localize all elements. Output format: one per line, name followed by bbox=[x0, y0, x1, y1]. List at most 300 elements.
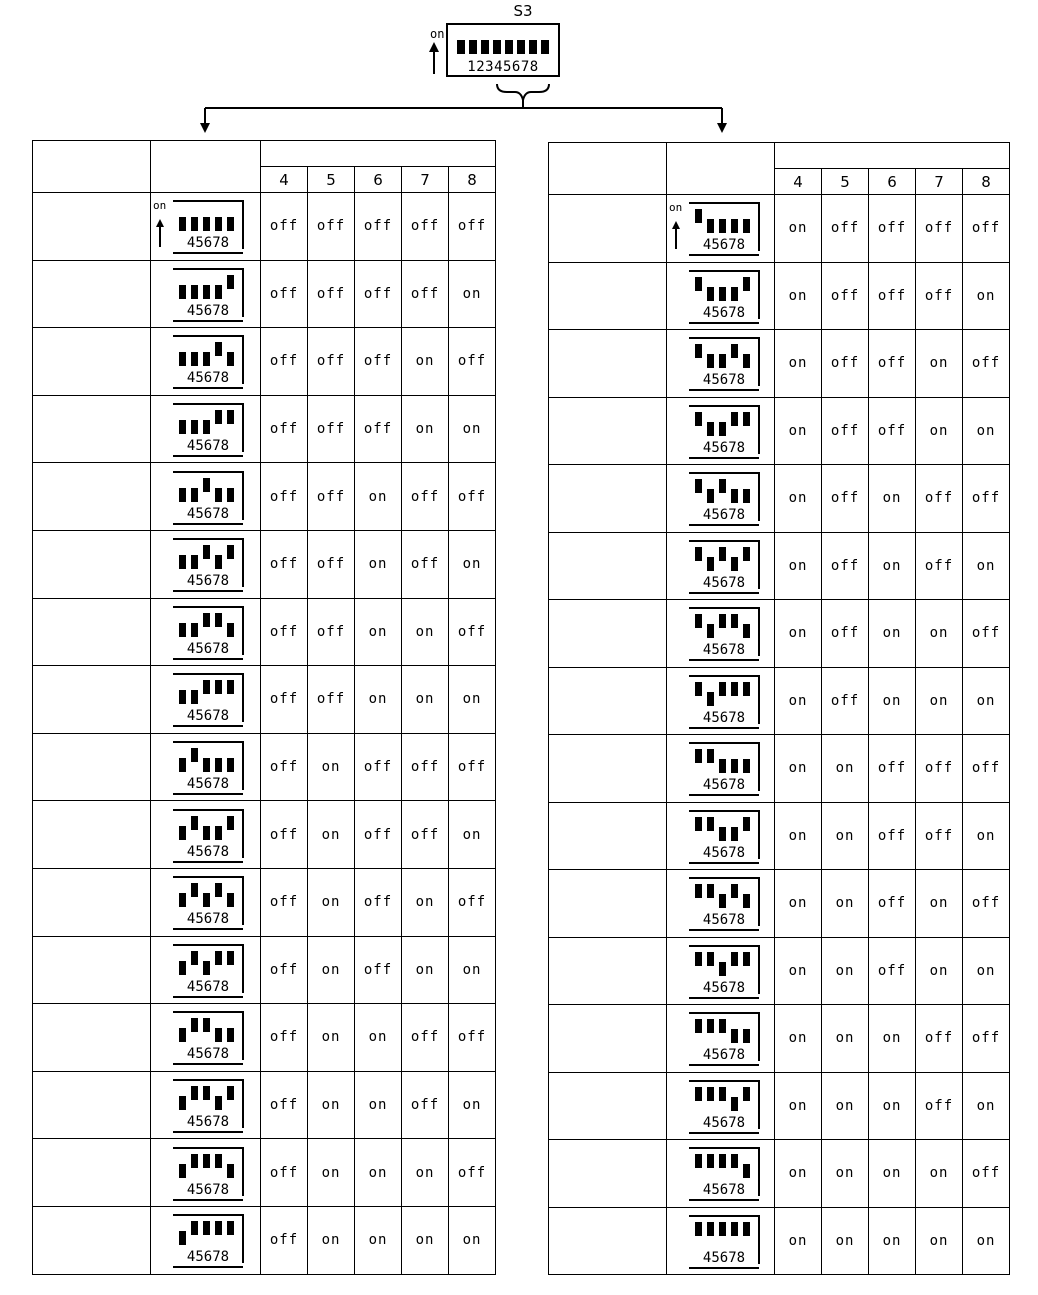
table-row bbox=[549, 870, 1010, 938]
switch-state-cell: on bbox=[963, 532, 1010, 600]
switch-state-cell: off bbox=[869, 802, 916, 870]
switch-lever-4 bbox=[179, 1231, 186, 1245]
switch-lever-7 bbox=[731, 219, 738, 233]
switch-lever-6 bbox=[719, 422, 726, 436]
switch-lever-5 bbox=[191, 488, 198, 502]
switch-lever-6 bbox=[203, 352, 210, 366]
switch-position-digits: 45678 bbox=[186, 505, 230, 522]
switch-position-digits: 45678 bbox=[702, 439, 746, 456]
blank-cell bbox=[549, 735, 667, 803]
switch-lever-5 bbox=[707, 422, 714, 436]
switch-position-digits: 45678 bbox=[702, 777, 746, 794]
switch-state-cell: off bbox=[916, 262, 963, 330]
switch-state-cell: on bbox=[355, 598, 402, 666]
switch-lever-6 bbox=[203, 893, 210, 907]
switch-lever-7 bbox=[731, 952, 738, 966]
header-row-top bbox=[549, 143, 1010, 169]
table-row bbox=[549, 262, 1010, 330]
table-row bbox=[549, 937, 1010, 1005]
switch-cell bbox=[667, 937, 775, 1005]
switch-state-cell: off bbox=[869, 397, 916, 465]
switch-lever-7 bbox=[731, 344, 738, 358]
switch-state-cell: on bbox=[355, 1206, 402, 1274]
switch-lever-7 bbox=[731, 759, 738, 773]
switch-lever-5 bbox=[707, 952, 714, 966]
switch-lever-5 bbox=[707, 749, 714, 763]
blank-cell bbox=[549, 1140, 667, 1208]
switch-position-digits: 45678 bbox=[702, 372, 746, 389]
switch-lever-7 bbox=[731, 557, 738, 571]
switch-lever-7 bbox=[731, 1154, 738, 1168]
switch-lever-8 bbox=[743, 489, 750, 503]
table-row bbox=[33, 666, 496, 734]
column-header: 5 bbox=[822, 169, 869, 195]
table-row bbox=[33, 463, 496, 531]
switch-lever-5 bbox=[191, 420, 198, 434]
switch-state-cell: off bbox=[402, 193, 449, 261]
switch-state-cell: on bbox=[775, 532, 822, 600]
switch-state-cell: off bbox=[261, 666, 308, 734]
switch-state-cell: on bbox=[775, 330, 822, 398]
switch-state-cell: off bbox=[308, 260, 355, 328]
table-row bbox=[33, 1004, 496, 1072]
switch-state-cell: on bbox=[775, 1072, 822, 1140]
column-header: 4 bbox=[261, 167, 308, 193]
switch-setting-graphic bbox=[667, 265, 767, 327]
switch-setting-graphic bbox=[151, 1074, 251, 1136]
switch-cell bbox=[151, 666, 261, 734]
switch-cell bbox=[151, 395, 261, 463]
switch-lever-6 bbox=[203, 285, 210, 299]
column-header: 6 bbox=[869, 169, 916, 195]
switch-state-cell: on bbox=[869, 667, 916, 735]
switch-lever-6 bbox=[719, 894, 726, 908]
switch-state-cell: off bbox=[402, 463, 449, 531]
switch-lever-5 bbox=[191, 951, 198, 965]
switch-position-digits: 45678 bbox=[186, 843, 230, 860]
switch-lever-8 bbox=[743, 624, 750, 638]
switch-state-cell: off bbox=[449, 598, 496, 666]
switch-lever-5 bbox=[191, 816, 198, 830]
switch-cell bbox=[151, 801, 261, 869]
switch-lever-8 bbox=[743, 219, 750, 233]
switch-setting-graphic bbox=[667, 602, 767, 664]
switch-position-digits: 45678 bbox=[702, 1249, 746, 1266]
switch-lever-7 bbox=[215, 555, 222, 569]
switch-state-cell: on bbox=[402, 598, 449, 666]
switch-state-cell: on bbox=[916, 1140, 963, 1208]
s3-switch-graphic bbox=[0, 0, 1038, 140]
switch-position-digits: 45678 bbox=[702, 1114, 746, 1131]
blank-cell bbox=[33, 801, 151, 869]
switch-lever-4 bbox=[695, 547, 702, 561]
switch-state-cell: on bbox=[916, 870, 963, 938]
switch-lever-6 bbox=[719, 682, 726, 696]
switch-state-cell: off bbox=[261, 868, 308, 936]
switch-state-cell: off bbox=[963, 870, 1010, 938]
blank-cell bbox=[549, 1072, 667, 1140]
switch-lever-6 bbox=[719, 827, 726, 841]
switch-lever-5 bbox=[191, 883, 198, 897]
switch-lever-4 bbox=[695, 749, 702, 763]
switch-setting-graphic bbox=[667, 535, 767, 597]
switch-setting-graphic bbox=[667, 1142, 767, 1204]
blank-cell bbox=[33, 1206, 151, 1274]
switch-state-cell: off bbox=[963, 735, 1010, 803]
table-row bbox=[549, 195, 1010, 263]
blank-cell bbox=[33, 936, 151, 1004]
switch-state-cell: on bbox=[308, 1071, 355, 1139]
blank-cell bbox=[33, 328, 151, 396]
switch-lever-6 bbox=[719, 1154, 726, 1168]
switch-state-cell: on bbox=[963, 802, 1010, 870]
switch-lever-5 bbox=[191, 1154, 198, 1168]
switch-cell bbox=[667, 1072, 775, 1140]
switch-lever-8 bbox=[227, 275, 234, 289]
switch-state-cell: on bbox=[916, 330, 963, 398]
switch-state-cell: off bbox=[449, 733, 496, 801]
switch-position-digits: 45678 bbox=[186, 911, 230, 928]
switch-lever-8 bbox=[743, 1029, 750, 1043]
switch-state-cell: off bbox=[355, 936, 402, 1004]
switch-lever-5 bbox=[707, 1019, 714, 1033]
switch-state-cell: off bbox=[822, 667, 869, 735]
switch-position-digits: 45678 bbox=[186, 235, 230, 252]
switch-setting-graphic bbox=[151, 195, 251, 257]
switch-lever-4 bbox=[695, 1222, 702, 1236]
switch-position-digits: 45678 bbox=[186, 1046, 230, 1063]
switch-lever-8 bbox=[227, 1221, 234, 1235]
table-row bbox=[33, 395, 496, 463]
table-row bbox=[33, 598, 496, 666]
switch-position-digits: 45678 bbox=[702, 709, 746, 726]
on-indicator-label: on bbox=[669, 201, 683, 215]
switch-lever-5 bbox=[707, 1154, 714, 1168]
header-switch-cell bbox=[667, 143, 775, 195]
switch-cell bbox=[151, 328, 261, 396]
switch-state-cell: on bbox=[869, 600, 916, 668]
table-row bbox=[549, 532, 1010, 600]
s3-switch-bar bbox=[541, 40, 549, 54]
left-table bbox=[32, 140, 496, 1275]
switch-state-cell: on bbox=[775, 397, 822, 465]
switch-state-cell: off bbox=[822, 600, 869, 668]
switch-cell bbox=[151, 1139, 261, 1207]
switch-lever-7 bbox=[731, 1097, 738, 1111]
switch-lever-4 bbox=[695, 817, 702, 831]
switch-state-cell: on bbox=[308, 1004, 355, 1072]
table-row bbox=[33, 260, 496, 328]
switch-lever-8 bbox=[227, 623, 234, 637]
switch-lever-5 bbox=[707, 1087, 714, 1101]
switch-state-cell: on bbox=[308, 801, 355, 869]
switch-lever-4 bbox=[695, 1087, 702, 1101]
switch-cell bbox=[667, 195, 775, 263]
blank-cell bbox=[549, 870, 667, 938]
table-row bbox=[33, 936, 496, 1004]
switch-lever-4 bbox=[179, 217, 186, 231]
switch-state-cell: off bbox=[869, 262, 916, 330]
blank-cell bbox=[33, 260, 151, 328]
switch-state-cell: off bbox=[916, 465, 963, 533]
switch-state-cell: off bbox=[822, 195, 869, 263]
switch-lever-7 bbox=[731, 827, 738, 841]
blank-cell bbox=[33, 666, 151, 734]
column-header: 7 bbox=[402, 167, 449, 193]
switch-cell bbox=[151, 598, 261, 666]
switch-position-digits: 45678 bbox=[702, 574, 746, 591]
switch-cell bbox=[151, 936, 261, 1004]
switch-state-cell: off bbox=[355, 395, 402, 463]
table-row bbox=[549, 1207, 1010, 1275]
switch-state-cell: on bbox=[775, 1005, 822, 1073]
table-row bbox=[549, 1140, 1010, 1208]
switch-state-cell: on bbox=[822, 735, 869, 803]
switch-state-cell: on bbox=[869, 532, 916, 600]
switch-state-cell: off bbox=[402, 733, 449, 801]
switch-lever-6 bbox=[203, 826, 210, 840]
table-row bbox=[549, 465, 1010, 533]
switch-state-cell: off bbox=[963, 1005, 1010, 1073]
table-row bbox=[33, 530, 496, 598]
header-group-cell bbox=[261, 141, 496, 167]
switch-lever-6 bbox=[203, 545, 210, 559]
switch-state-cell: on bbox=[449, 936, 496, 1004]
switch-lever-7 bbox=[215, 951, 222, 965]
table-row bbox=[33, 801, 496, 869]
switch-state-cell: on bbox=[402, 1206, 449, 1274]
switch-lever-5 bbox=[191, 690, 198, 704]
switch-state-cell: on bbox=[402, 328, 449, 396]
switch-lever-6 bbox=[203, 1086, 210, 1100]
switch-position-digits: 45678 bbox=[186, 776, 230, 793]
switch-lever-8 bbox=[227, 1086, 234, 1100]
blank-cell bbox=[549, 667, 667, 735]
switch-lever-5 bbox=[707, 354, 714, 368]
switch-state-cell: off bbox=[308, 666, 355, 734]
switch-position-digits: 45678 bbox=[186, 640, 230, 657]
switch-lever-4 bbox=[695, 884, 702, 898]
switch-state-cell: off bbox=[261, 193, 308, 261]
switch-position-digits: 45678 bbox=[186, 438, 230, 455]
switch-state-cell: off bbox=[355, 328, 402, 396]
blank-cell bbox=[549, 195, 667, 263]
blank-cell bbox=[33, 1139, 151, 1207]
switch-state-cell: on bbox=[869, 465, 916, 533]
switch-state-cell: off bbox=[963, 600, 1010, 668]
switch-setting-graphic bbox=[667, 400, 767, 462]
switch-lever-5 bbox=[191, 352, 198, 366]
switch-lever-4 bbox=[179, 893, 186, 907]
switch-position-digits: 45678 bbox=[702, 844, 746, 861]
switch-setting-graphic bbox=[667, 940, 767, 1002]
switch-state-cell: off bbox=[308, 395, 355, 463]
switch-lever-8 bbox=[227, 758, 234, 772]
switch-setting-graphic bbox=[667, 197, 767, 259]
table-row bbox=[33, 193, 496, 261]
switch-state-cell: off bbox=[261, 328, 308, 396]
switch-cell bbox=[667, 1005, 775, 1073]
blank-cell bbox=[33, 463, 151, 531]
switch-lever-4 bbox=[695, 682, 702, 696]
switch-lever-6 bbox=[719, 962, 726, 976]
switch-lever-4 bbox=[695, 277, 702, 291]
table-row bbox=[549, 1072, 1010, 1140]
switch-setting-graphic bbox=[151, 466, 251, 528]
switch-lever-5 bbox=[191, 1086, 198, 1100]
switch-state-cell: on bbox=[775, 1140, 822, 1208]
switch-setting-graphic bbox=[151, 330, 251, 392]
s3-switch-bar bbox=[457, 40, 465, 54]
switch-lever-7 bbox=[215, 342, 222, 356]
table-row bbox=[549, 1005, 1010, 1073]
switch-lever-5 bbox=[707, 884, 714, 898]
column-header: 5 bbox=[308, 167, 355, 193]
switch-lever-4 bbox=[179, 488, 186, 502]
switch-state-cell: off bbox=[261, 733, 308, 801]
switch-state-cell: on bbox=[775, 195, 822, 263]
switch-state-cell: on bbox=[822, 1207, 869, 1275]
switch-cell bbox=[667, 397, 775, 465]
table-row bbox=[33, 328, 496, 396]
switch-lever-8 bbox=[227, 680, 234, 694]
switch-lever-8 bbox=[227, 816, 234, 830]
switch-setting-graphic bbox=[151, 1006, 251, 1068]
switch-state-cell: off bbox=[402, 801, 449, 869]
switch-lever-7 bbox=[215, 488, 222, 502]
switch-state-cell: off bbox=[355, 260, 402, 328]
switch-lever-5 bbox=[191, 1221, 198, 1235]
switch-state-cell: off bbox=[916, 735, 963, 803]
switch-state-cell: on bbox=[775, 1207, 822, 1275]
switch-lever-4 bbox=[695, 1154, 702, 1168]
switch-state-cell: on bbox=[308, 1206, 355, 1274]
switch-setting-graphic bbox=[151, 871, 251, 933]
switch-state-cell: off bbox=[916, 532, 963, 600]
switch-state-cell: on bbox=[916, 667, 963, 735]
switch-lever-4 bbox=[179, 623, 186, 637]
switch-state-cell: off bbox=[308, 598, 355, 666]
table-row bbox=[549, 397, 1010, 465]
switch-lever-8 bbox=[227, 545, 234, 559]
switch-state-cell: on bbox=[822, 1072, 869, 1140]
switch-state-cell: off bbox=[449, 328, 496, 396]
switch-position-digits: 45678 bbox=[702, 1047, 746, 1064]
switch-state-cell: off bbox=[449, 1139, 496, 1207]
switch-state-cell: on bbox=[916, 600, 963, 668]
switch-lever-7 bbox=[215, 680, 222, 694]
switch-cell bbox=[667, 600, 775, 668]
switch-lever-4 bbox=[695, 1019, 702, 1033]
switch-state-cell: on bbox=[822, 1005, 869, 1073]
switch-position-digits: 45678 bbox=[702, 507, 746, 524]
s3-switch-bar bbox=[493, 40, 501, 54]
switch-state-cell: off bbox=[822, 397, 869, 465]
switch-lever-7 bbox=[215, 826, 222, 840]
switch-setting-graphic bbox=[667, 467, 767, 529]
header-blank-cell bbox=[33, 141, 151, 193]
switch-lever-6 bbox=[719, 759, 726, 773]
switch-state-cell: on bbox=[402, 1139, 449, 1207]
switch-position-digits: 45678 bbox=[702, 912, 746, 929]
switch-setting-graphic bbox=[151, 804, 251, 866]
switch-state-cell: on bbox=[449, 666, 496, 734]
switch-lever-8 bbox=[743, 277, 750, 291]
switch-state-cell: off bbox=[355, 733, 402, 801]
switch-lever-7 bbox=[215, 285, 222, 299]
s3-switch-bar bbox=[505, 40, 513, 54]
switch-state-cell: off bbox=[402, 260, 449, 328]
switch-cell bbox=[667, 1207, 775, 1275]
switch-state-cell: off bbox=[261, 260, 308, 328]
switch-state-cell: off bbox=[308, 463, 355, 531]
switch-state-cell: off bbox=[963, 330, 1010, 398]
switch-lever-6 bbox=[203, 758, 210, 772]
switch-cell bbox=[151, 463, 261, 531]
table-row bbox=[33, 868, 496, 936]
switch-state-cell: on bbox=[963, 937, 1010, 1005]
switch-state-cell: off bbox=[916, 195, 963, 263]
switch-lever-5 bbox=[191, 217, 198, 231]
switch-lever-6 bbox=[719, 547, 726, 561]
blank-cell bbox=[33, 598, 151, 666]
switch-state-cell: on bbox=[402, 666, 449, 734]
switch-cell bbox=[151, 193, 261, 261]
header-row-top bbox=[33, 141, 496, 167]
switch-setting-graphic bbox=[151, 736, 251, 798]
switch-lever-6 bbox=[203, 420, 210, 434]
switch-position-digits: 45678 bbox=[186, 1249, 230, 1266]
switch-lever-4 bbox=[179, 758, 186, 772]
switch-state-cell: on bbox=[355, 463, 402, 531]
switch-lever-8 bbox=[743, 1164, 750, 1178]
switch-lever-8 bbox=[227, 1028, 234, 1042]
switch-lever-7 bbox=[215, 1028, 222, 1042]
switch-state-cell: on bbox=[775, 937, 822, 1005]
switch-cell bbox=[667, 532, 775, 600]
switch-state-cell: on bbox=[775, 600, 822, 668]
switch-state-cell: on bbox=[963, 397, 1010, 465]
switch-lever-8 bbox=[743, 817, 750, 831]
switch-setting-graphic bbox=[151, 398, 251, 460]
switch-lever-6 bbox=[203, 613, 210, 627]
switch-state-cell: off bbox=[402, 1071, 449, 1139]
switch-state-cell: on bbox=[449, 801, 496, 869]
switch-lever-7 bbox=[215, 1154, 222, 1168]
column-header: 8 bbox=[449, 167, 496, 193]
switch-lever-8 bbox=[227, 951, 234, 965]
switch-state-cell: on bbox=[822, 937, 869, 1005]
switch-lever-7 bbox=[731, 489, 738, 503]
switch-cell bbox=[667, 735, 775, 803]
switch-lever-4 bbox=[695, 614, 702, 628]
switch-lever-6 bbox=[719, 479, 726, 493]
switch-lever-7 bbox=[215, 217, 222, 231]
blank-cell bbox=[33, 868, 151, 936]
switch-setting-graphic bbox=[151, 1142, 251, 1204]
switch-lever-8 bbox=[743, 354, 750, 368]
column-header: 8 bbox=[963, 169, 1010, 195]
switch-position-digits: 45678 bbox=[186, 978, 230, 995]
switch-state-cell: off bbox=[869, 195, 916, 263]
switch-cell bbox=[151, 1004, 261, 1072]
switch-cell bbox=[151, 260, 261, 328]
switch-lever-4 bbox=[179, 1164, 186, 1178]
switch-state-cell: off bbox=[822, 262, 869, 330]
switch-lever-8 bbox=[743, 682, 750, 696]
switch-position-digits: 45678 bbox=[702, 642, 746, 659]
switch-lever-8 bbox=[743, 1087, 750, 1101]
